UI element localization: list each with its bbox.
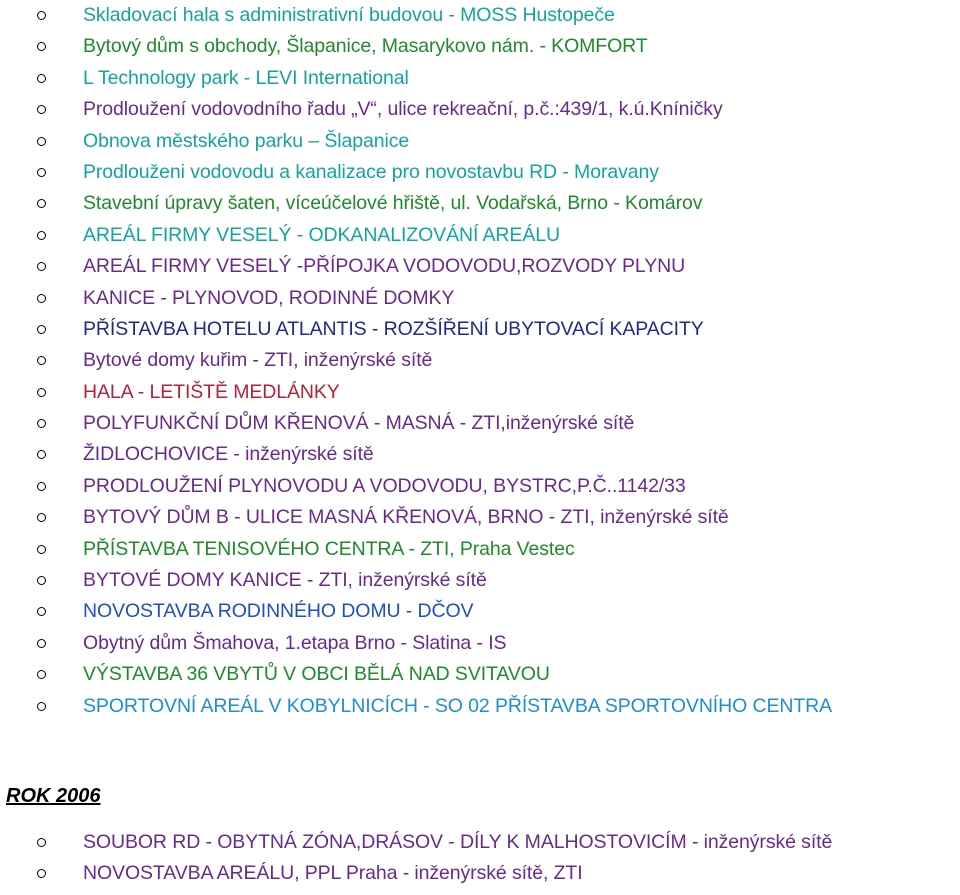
circle-bullet-icon <box>37 137 46 146</box>
project-text: SOUBOR RD - OBYTNÁ ZÓNA,DRÁSOV - DÍLY K MALHOSTOVICÍM - inženýrské sítě <box>83 831 833 853</box>
project-text: PRODLOUŽENÍ PLYNOVODU A VODOVODU, BYSTRC,P.Č..1142/33 <box>83 474 686 497</box>
list-item <box>0 0 960 31</box>
project-text: Bytové domy kuřim - ZTI, inženýrské sítě <box>83 349 433 372</box>
circle-bullet-icon <box>37 545 46 554</box>
circle-bullet-icon <box>37 702 46 711</box>
list-item <box>0 439 960 470</box>
project-text: NOVOSTAVBA RODINNÉHO DOMU - DČOV <box>83 600 474 623</box>
list-item <box>0 565 960 596</box>
circle-bullet-icon <box>37 576 46 585</box>
list-item <box>0 283 960 314</box>
project-text: PŘÍSTAVBA HOTELU ATLANTIS - ROZŠÍŘENÍ UBYTOVACÍ KAPACITY <box>83 317 704 340</box>
project-text: BYTOVÉ DOMY KANICE - ZTI, inženýrské sítě <box>83 569 487 592</box>
list-item <box>0 534 960 565</box>
list-item <box>0 471 960 502</box>
list-item <box>0 63 960 94</box>
list-item <box>0 502 960 533</box>
circle-bullet-icon <box>37 388 46 397</box>
circle-bullet-icon <box>37 262 46 271</box>
list-item <box>0 596 960 627</box>
project-text: Skladovací hala s administrativní budovou - MOSS Hustopeče <box>83 4 615 26</box>
project-text: Obnova městského parku – Šlapanice <box>83 129 410 152</box>
list-item <box>0 251 960 282</box>
list-item <box>0 188 960 219</box>
list-item <box>0 126 960 157</box>
circle-bullet-icon <box>37 482 46 491</box>
list-item <box>0 345 960 376</box>
circle-bullet-icon <box>37 513 46 522</box>
project-text: KANICE - PLYNOVOD, RODINNÉ DOMKY <box>83 286 455 309</box>
circle-bullet-icon <box>37 450 46 459</box>
list-item <box>0 659 960 690</box>
circle-bullet-icon <box>37 607 46 616</box>
circle-bullet-icon <box>37 231 46 240</box>
list-item <box>0 157 960 188</box>
circle-bullet-icon <box>37 356 46 365</box>
list-item <box>0 220 960 251</box>
project-text: HALA - LETIŠTĚ MEDLÁNKY <box>83 380 340 403</box>
circle-bullet-icon <box>37 42 46 51</box>
circle-bullet-icon <box>37 105 46 114</box>
circle-bullet-icon <box>37 168 46 177</box>
circle-bullet-icon <box>37 838 46 847</box>
project-text: VÝSTAVBA 36 VBYTŮ V OBCI BĚLÁ NAD SVITAVOU <box>83 663 550 686</box>
circle-bullet-icon <box>37 199 46 208</box>
project-text: Bytový dům s obchody, Šlapanice, Masarykovo nám. - KOMFORT <box>83 35 648 58</box>
list-item <box>0 628 960 659</box>
project-text: Stavební úpravy šaten, víceúčelové hřiště, ul. Vodařská, Brno - Komárov <box>83 192 703 215</box>
list-item <box>0 858 960 889</box>
circle-bullet-icon <box>37 639 46 648</box>
project-text: AREÁL FIRMY VESELÝ - ODKANALIZOVÁNÍ AREÁLU <box>83 223 560 246</box>
circle-bullet-icon <box>37 419 46 428</box>
project-text: NOVOSTAVBA AREÁLU, PPL Praha - inženýrské sítě, ZTI <box>83 862 583 885</box>
circle-bullet-icon <box>37 869 46 878</box>
list-item <box>0 314 960 345</box>
circle-bullet-icon <box>37 294 46 303</box>
circle-bullet-icon <box>37 670 46 679</box>
project-text: PŘÍSTAVBA TENISOVÉHO CENTRA - ZTI, Praha Vestec <box>83 537 575 560</box>
project-text: Prodloužení vodovodního řadu „V“, ulice rekreační, p.č.:439/1, k.ú.Kníničky <box>83 98 723 121</box>
project-text: Obytný dům Šmahova, 1.etapa Brno - Slatina - IS <box>83 631 507 654</box>
project-list-2006 <box>0 827 960 890</box>
list-item <box>0 31 960 62</box>
project-text: ŽIDLOCHOVICE - inženýrské sítě <box>83 443 374 466</box>
circle-bullet-icon <box>37 325 46 334</box>
circle-bullet-icon <box>37 11 46 20</box>
project-text: L Technology park - LEVI International <box>83 66 409 89</box>
section-heading: ROK 2006 <box>6 785 101 807</box>
list-item <box>0 691 960 722</box>
project-text: Prodlouženi vodovodu a kanalizace pro novostavbu RD - Moravany <box>83 160 659 183</box>
list-item <box>0 94 960 125</box>
project-text: SPORTOVNÍ AREÁL V KOBYLNICÍCH - SO 02 PŘÍSTAVBA SPORTOVNÍHO CENTRA <box>83 694 833 717</box>
project-text: AREÁL FIRMY VESELÝ -PŘÍPOJKA VODOVODU,ROZVODY PLYNU <box>83 255 686 278</box>
list-item <box>0 377 960 408</box>
project-text: POLYFUNKČNÍ DŮM KŘENOVÁ - MASNÁ - ZTI,inženýrské sítě <box>83 412 635 435</box>
project-text: BYTOVÝ DŮM B - ULICE MASNÁ KŘENOVÁ, BRNO - ZTI, inženýrské sítě <box>83 506 729 529</box>
list-item <box>0 827 960 858</box>
list-item <box>0 408 960 439</box>
circle-bullet-icon <box>37 74 46 83</box>
